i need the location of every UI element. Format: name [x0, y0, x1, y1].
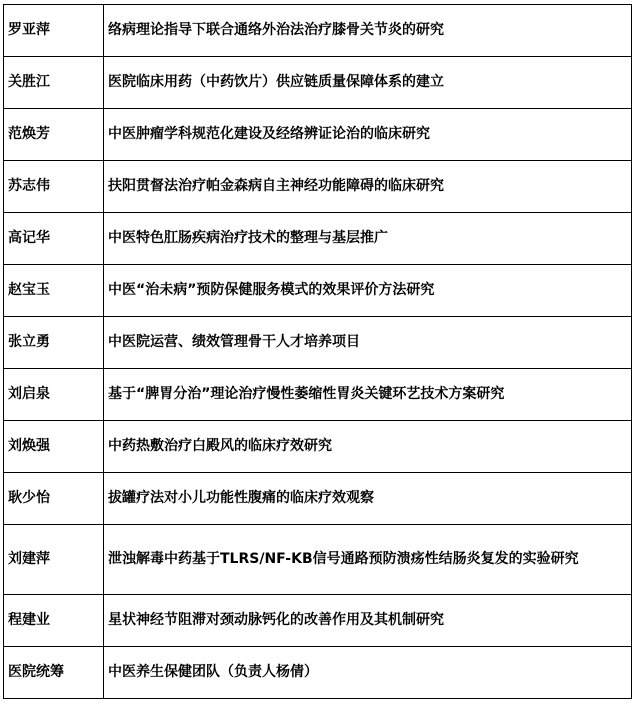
table-row	[4, 213, 632, 265]
person-name-cell: 刘建萍	[4, 525, 104, 595]
project-title-cell: 中药热敷治疗白殿风的临床疗效研究	[104, 421, 632, 473]
table-row	[4, 647, 632, 699]
table-row	[4, 317, 632, 369]
person-name-cell: 高记华	[4, 213, 104, 265]
person-name-cell: 刘焕强	[4, 421, 104, 473]
table-row	[4, 161, 632, 213]
project-title-cell: 基于“脾胃分治”理论治疗慢性萎缩性胃炎关键环艺技术方案研究	[104, 369, 632, 421]
project-title-cell: 医院临床用药（中药饮片）供应链质量保障体系的建立	[104, 57, 632, 109]
person-name-cell: 罗亚萍	[4, 5, 104, 57]
person-name-cell: 耿少怡	[4, 473, 104, 525]
person-name-cell: 关胜江	[4, 57, 104, 109]
project-title-cell: 中医肿瘤学科规范化建设及经络辨证论治的临床研究	[104, 109, 632, 161]
person-name-cell: 医院统筹	[4, 647, 104, 699]
project-title-cell: 拔罐疗法对小儿功能性腹痛的临床疗效观察	[104, 473, 632, 525]
person-name-cell: 范焕芳	[4, 109, 104, 161]
person-name-cell: 张立勇	[4, 317, 104, 369]
table-row	[4, 421, 632, 473]
table-row	[4, 5, 632, 57]
project-title-cell: 中医特色肛肠疾病治疗技术的整理与基层推广	[104, 213, 632, 265]
table-row	[4, 57, 632, 109]
project-table	[3, 4, 632, 699]
person-name-cell: 赵宝玉	[4, 265, 104, 317]
project-title-cell: 泄浊解毒中药基于TLRS/NF-KB信号通路预防溃疡性结肠炎复发的实验研究	[104, 525, 632, 595]
project-title-cell: 星状神经节阻滞对颈动脉钙化的改善作用及其机制研究	[104, 595, 632, 647]
table-row	[4, 265, 632, 317]
project-title-cell: 中医院运营、绩效管理骨干人才培养项目	[104, 317, 632, 369]
table-row	[4, 369, 632, 421]
person-name-cell: 苏志伟	[4, 161, 104, 213]
table-row	[4, 109, 632, 161]
project-title-cell: 中医养生保健团队（负责人杨倩）	[104, 647, 632, 699]
project-title-cell: 中医“治未病”预防保健服务模式的效果评价方法研究	[104, 265, 632, 317]
table-row	[4, 595, 632, 647]
project-title-cell: 扶阳贯督法治疗帕金森病自主神经功能障碍的临床研究	[104, 161, 632, 213]
person-name-cell: 刘启泉	[4, 369, 104, 421]
project-title-cell: 络病理论指导下联合通络外治法治疗膝骨关节炎的研究	[104, 5, 632, 57]
person-name-cell: 程建业	[4, 595, 104, 647]
table-row	[4, 525, 632, 595]
table-row	[4, 473, 632, 525]
